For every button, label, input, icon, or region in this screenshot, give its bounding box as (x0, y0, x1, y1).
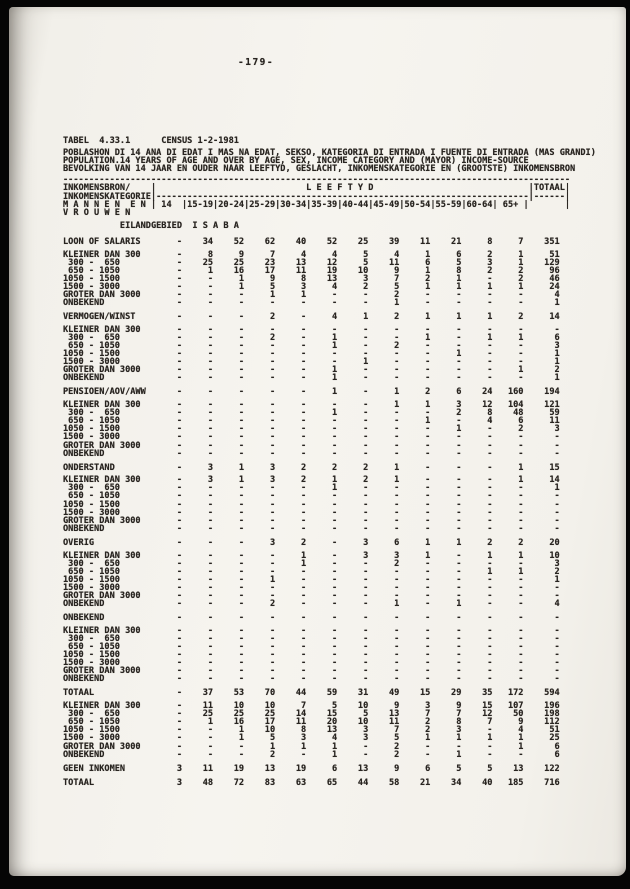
income-category-row: ONBEKEND - - - - - - - 1 - - - - 1 (63, 298, 560, 309)
income-category-row: 650 - 1050 - - - - - - - - 1 - 4 6 11 (63, 416, 560, 427)
income-category-row: KLEINER DAN 300 - - - - - - - - - - - - - (63, 625, 560, 636)
section-total-row: VERMOGEN/WINST - - - 2 - 4 1 2 1 1 1 2 14 (63, 312, 560, 323)
income-category-row: GROTER DAN 3000 - - - 1 1 1 - 2 - - - 1 6 (63, 741, 560, 752)
income-category-row: KLEINER DAN 300 - - - - 1 - 3 3 1 - 1 1 10 (63, 550, 560, 561)
income-category-row: 300 - 650 - - - - - - - - - - - - - (63, 633, 560, 644)
income-category-row: 300 - 650 - - - 2 - 1 - - 1 - 1 1 6 (63, 332, 560, 343)
income-category-row: 300 - 650 - - - - - 1 - - - - - - 1 (63, 483, 560, 494)
section-total-row: LOON OF SALARIS - 34 52 62 40 52 25 39 11 21 8 7 351 (63, 236, 560, 247)
income-category-row: 650 - 1050 - 1 16 17 11 20 10 11 2 8 7 9 112 (63, 717, 560, 728)
income-category-row: 1500 - 3000 - - - - - - - - - - - - - (63, 507, 560, 518)
income-category-row: 1050 - 1500 - - - - - - - - - - - - - (63, 650, 560, 661)
table-title: TABEL 4.33.1 CENSUS 1-2-1981 (63, 136, 239, 146)
section-total-row: TOTAAL - 37 53 70 44 59 31 49 15 29 35 172 594 (63, 688, 560, 699)
income-category-row: KLEINER DAN 300 - - - - - - - 1 1 3 12 104 121 (63, 400, 560, 411)
table-description: POBLASHON DI 14 ANA DI EDAT I MAS NA EDAT, SEKSO, KATEGORIA DI ENTRADA I FUENTE DI ENTRADA (MAS GRANDI) (63, 148, 596, 159)
summary-row: TOTAAL 3 48 72 83 63 65 44 58 21 34 40 185 716 (63, 777, 560, 788)
table-description: POPULATION.14 YEARS OF AGE AND OVER BY AGE, SEX, INCOME CATEGORY AND (MAYOR) INCOME-SOURCE (63, 156, 529, 167)
income-category-row: ONBEKEND - - - 2 - - - 1 - 1 - - 4 (63, 599, 560, 610)
income-category-row: 1500 - 3000 - - - - - - 1 - - - - - 1 (63, 357, 560, 368)
income-category-row: 1050 - 1500 - - 1 9 8 13 3 7 2 1 - 2 46 (63, 273, 560, 284)
census-table-document (63, 136, 596, 788)
stub-header: V R O U W E N (63, 207, 131, 218)
income-category-row: KLEINER DAN 300 - 3 1 3 2 1 2 1 - - - 1 14 (63, 475, 560, 486)
region-header: EILANDGEBIED I S A B A (63, 220, 239, 231)
income-category-row: 1500 - 3000 - - - - - - - - - - - - - (63, 432, 560, 443)
income-category-row: 1050 - 1500 - - - - - - - - - 1 - 2 3 (63, 424, 560, 435)
income-category-row: GROTER DAN 3000 - - - - - 1 - - - - - 1 2 (63, 365, 560, 376)
income-category-row: GROTER DAN 3000 - - - 1 1 - - 2 - - - - 4 (63, 290, 560, 300)
income-category-row: GROTER DAN 3000 - - - - - - - - - - - - - (63, 515, 560, 526)
divider-line: -------------------------------------------------------------------------------------------------- (63, 175, 571, 186)
income-category-row: 300 - 650 - 25 25 25 14 15 5 13 7 7 12 50 198 (63, 709, 560, 720)
income-category-row: GROTER DAN 3000 - - - - - - - - - - - - - (63, 591, 560, 601)
income-category-row: KLEINER DAN 300 - - - - - - - - - - - - - (63, 324, 560, 335)
income-category-row: KLEINER DAN 300 - 11 10 10 7 5 10 9 3 9 15 107 196 (63, 701, 560, 712)
income-category-row: ONBEKEND - - - - - - - - - - - - - (63, 523, 560, 534)
income-category-row: 300 - 650 - - - - - 1 - - - 2 8 48 59 (63, 408, 560, 419)
income-category-row: 1500 - 3000 - - 1 5 3 4 2 5 1 1 1 1 24 (63, 281, 560, 292)
page-number: -179- (238, 57, 275, 68)
section-total-row: ONDERSTAND - 3 1 3 2 2 2 1 - - - 1 15 (63, 462, 560, 473)
column-group-header: INKOMENSBRON/ | L E E F T Y D |TOTAAL| (63, 183, 571, 194)
income-category-row: 1050 - 1500 - - - - - - - - - 1 - - 1 (63, 349, 560, 360)
summary-row: GEEN INKOMEN 3 11 19 13 19 6 13 9 6 5 5 13 122 (63, 763, 560, 774)
income-category-row: 300 - 650 - - - - 1 - - 2 - - - - 3 (63, 558, 560, 569)
income-category-row: 650 - 1050 - 1 16 17 11 19 10 9 1 8 2 2 96 (63, 265, 560, 276)
income-category-row: 1500 - 3000 - - 1 5 3 4 3 5 1 1 1 1 25 (63, 733, 560, 744)
table-description: BEVOLKING VAN 14 JAAR EN OUDER NAAR LEEFTYD, GESLACHT, INKOMENSKATEGORIE EN (GROOTSTE) INKOMENSBRON (63, 164, 576, 175)
income-category-row: GROTER DAN 3000 - - - - - - - - - - - - - (63, 440, 560, 451)
income-category-row: 650 - 1050 - - - - - - - - - - - - - (63, 491, 560, 502)
income-category-row: ONBEKEND - - - - - - - - - - - - - (63, 674, 560, 685)
income-category-row: 650 - 1050 - - - - - - - - - - 1 1 2 (63, 566, 560, 577)
income-category-row: 1050 - 1500 - - - 1 - - - - - - - - 1 (63, 574, 560, 585)
income-category-row: ONBEKEND - - - - - 1 - - - - - - 1 (63, 373, 560, 384)
income-category-row: 1500 - 3000 - - - - - - - - - - - - - (63, 658, 560, 669)
income-category-row: 1050 - 1500 - - - - - - - - - - - - - (63, 499, 560, 510)
age-column-header: M A N N E N E N | 14 |15-19|20-24|25-29|30-34|35-39|40-44|45-49|50-54|55-59|60-64| 65+ | | (63, 199, 571, 210)
income-category-row: 1500 - 3000 - - - - - - - - - - - - - (63, 582, 560, 593)
income-category-row: ONBEKEND - - - 2 - 1 - 2 - 1 - - 6 (63, 749, 560, 760)
section-total-row: OVERIG - - - 3 2 - 3 6 1 1 2 2 20 (63, 537, 560, 548)
income-category-row: GROTER DAN 3000 - - - - - - - - - - - - - (63, 666, 560, 677)
section-total-row: PENSIOEN/AOV/AWW - - - - - 1 - 1 2 6 24 160 194 (63, 387, 560, 398)
income-category-row: 650 - 1050 - - - - - 1 - 2 - - - - 3 (63, 340, 560, 351)
income-category-row: KLEINER DAN 300 - 8 9 7 4 4 5 4 1 6 2 1 51 (63, 249, 560, 260)
income-category-row: 650 - 1050 - - - - - - - - - - - - - (63, 641, 560, 652)
income-category-row: 300 - 650 - 25 25 23 13 12 5 11 6 5 3 1 129 (63, 257, 560, 268)
section-total-row: ONBEKEND - - - - - - - - - - - - - (63, 613, 560, 624)
income-category-row: ONBEKEND - - - - - - - - - - - - - (63, 448, 560, 459)
column-group-rule: INKOMENSKATEGORIE|------------------------------------------------------------------------|------| (63, 191, 571, 202)
income-category-row: 1050 - 1500 - - 1 10 8 13 3 7 2 3 - 4 51 (63, 725, 560, 736)
document-page (9, 7, 626, 876)
